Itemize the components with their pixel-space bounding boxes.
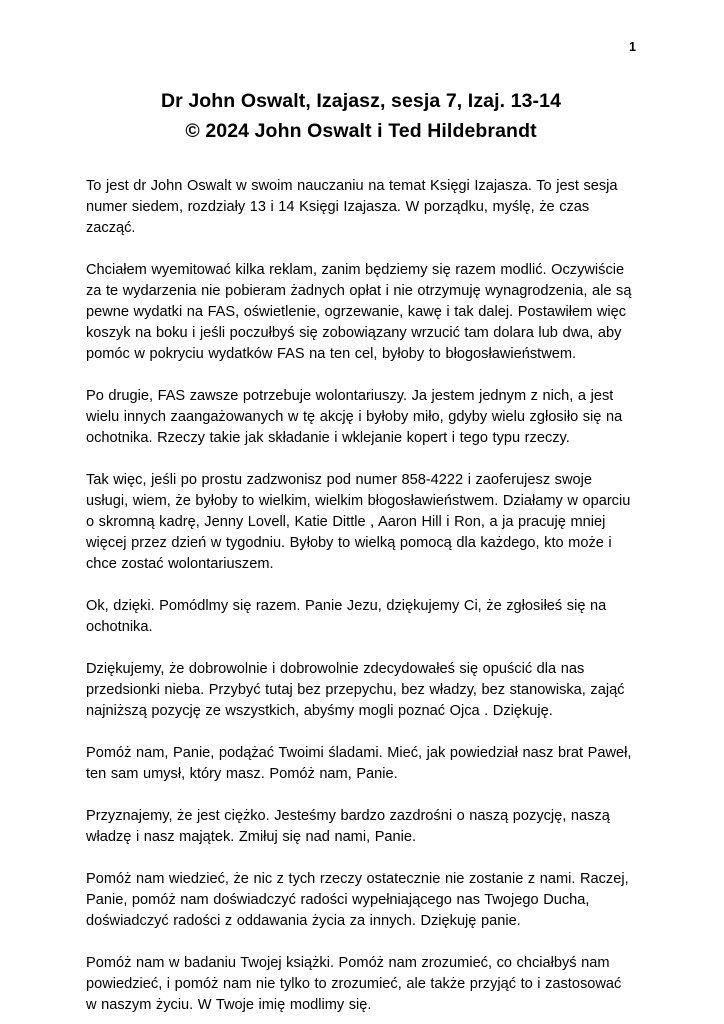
paragraph: Pomóż nam wiedzieć, że nic z tych rzeczy ostatecznie nie zostanie z nami. Raczej, Panie, pomóż nam doświadczyć radości wypełniającego nas Twojego Ducha, doświadczyć radości z oddawania życia za innych. Dziękuję panie. (86, 871, 629, 929)
title-line-1: Dr John Oswalt, Izajasz, sesja 7, Izaj. 13-14 (160, 90, 562, 112)
paragraph: Przyznajemy, że jest ciężko. Jesteśmy bardzo zazdrośni o naszą pozycję, naszą władzę i nasz majątek. Zmiłuj się nad nami, Panie. (86, 808, 610, 845)
document-title (86, 86, 636, 146)
paragraph: Ok, dzięki. Pomódlmy się razem. Panie Jezu, dziękujemy Ci, że zgłosiłeś się na ochotnika. (86, 598, 607, 635)
page-number: 1 (629, 40, 636, 54)
paragraph: Dziękujemy, że dobrowolnie i dobrowolnie zdecydowałeś się opuścić dla nas przedsionki nieba. Przybyć tutaj bez przepychu, bez władzy, bez stanowiska, zająć najniższą pozycję ze wszystkich, abyśmy mogli poznać Ojca . Dziękuję. (86, 661, 625, 719)
paragraph: Tak więc, jeśli po prostu zadzwonisz pod numer 858-4222 i zaoferujesz swoje usługi, wiem, że byłoby to wielkim, wielkim błogosławieństwem. Działamy w oparciu o skromną kadrę, Jenny Lovell, Katie Dittle , Aaron Hill i Ron, a ja pracuję mniej więcej przez dzień w tygodniu. Byłoby to wielką pomocą dla każdego, kto może i chce zostać wolontariuszem. (86, 472, 631, 572)
title-line-2: © 2024 John Oswalt i Ted Hildebrandt (185, 120, 537, 142)
paragraph: Chciałem wyemitować kilka reklam, zanim będziemy się razem modlić. Oczywiście za te wydarzenia nie pobieram żadnych opłat i nie otrzymuję wynagrodzenia, ale są pewne wydatki na FAS, oświetlenie, ogrzewanie, kawę i tak dalej. Postawiłem więc koszyk na boku i jeśli poczułbyś się zobowiązany wrzucić tam dolara lub dwa, aby pomóc w pokryciu wydatków FAS na ten cel, byłoby to błogosławieństwem. (86, 262, 632, 362)
paragraph: To jest dr John Oswalt w swoim nauczaniu na temat Księgi Izajasza. To jest sesja numer siedem, rozdziały 13 i 14 Księgi Izajasza. W porządku, myślę, że czas zacząć. (86, 178, 618, 236)
document-body (86, 176, 636, 1016)
paragraph: Pomóż nam w badaniu Twojej książki. Pomóż nam zrozumieć, co chciałbyś nam powiedzieć, i pomóż nam nie tylko to zrozumieć, ale także przyjąć to i zastosować w naszym życiu. W Twoje imię modlimy się. (86, 955, 622, 1013)
paragraph: Pomóż nam, Panie, podążać Twoimi śladami. Mieć, jak powiedział nasz brat Paweł, ten sam umysł, który masz. Pomóż nam, Panie. (86, 745, 632, 782)
paragraph: Po drugie, FAS zawsze potrzebuje wolontariuszy. Ja jestem jednym z nich, a jest wielu innych zaangażowanych w tę akcję i byłoby miło, gdyby wielu zgłosiło się na ochotnika. Rzeczy takie jak składanie i wklejanie kopert i tego typu rzeczy. (86, 388, 623, 446)
